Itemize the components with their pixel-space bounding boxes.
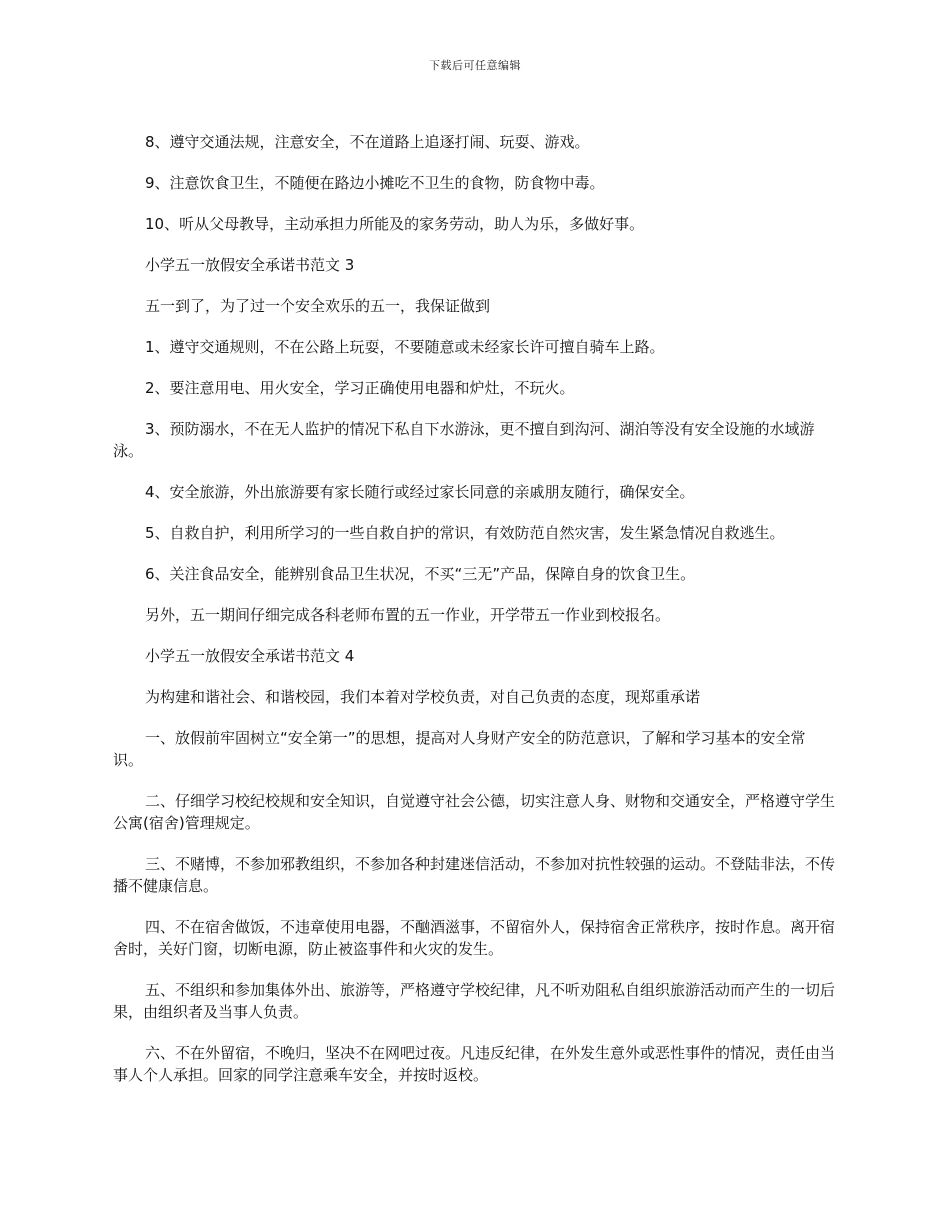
section-heading: 小学五一放假安全承诺书范文 4 bbox=[145, 647, 355, 665]
paragraph: 3、预防溺水，不在无人监护的情况下私自下水游泳，更不擅自到沟河、湖泊等没有安全设施的水域游泳。 bbox=[113, 420, 815, 460]
paragraph: 5、自救自护，利用所学习的一些自救自护的常识，有效防范自然灾害，发生紧急情况自救逃生。 bbox=[145, 524, 785, 542]
page-header: 下载后可任意编辑 bbox=[429, 59, 521, 72]
paragraph: 六、不在外留宿，不晚归，坚决不在网吧过夜。凡违反纪律，在外发生意外或恶性事件的情况，责任由当事人个人承担。回家的同学注意乘车安全，并按时返校。 bbox=[113, 1044, 836, 1084]
paragraph: 三、不赌博，不参加邪教组织，不参加各种封建迷信活动，不参加对抗性较强的运动。不登陆非法，不传播不健康信息。 bbox=[113, 855, 836, 895]
paragraph: 五一到了，为了过一个安全欢乐的五一，我保证做到 bbox=[145, 297, 491, 315]
paragraph: 9、注意饮食卫生，不随便在路边小摊吃不卫生的食物，防食物中毒。 bbox=[145, 174, 605, 192]
paragraph: 10、听从父母教导，主动承担力所能及的家务劳动，助人为乐，多做好事。 bbox=[145, 215, 645, 233]
paragraph: 二、仔细学习校纪校规和安全知识，自觉遵守社会公德，切实注意人身、财物和交通安全，严格遵守学生公寓(宿舍)管理规定。 bbox=[113, 792, 836, 832]
paragraph: 1、遵守交通规则，不在公路上玩耍，不要随意或未经家长许可擅自骑车上路。 bbox=[145, 338, 665, 356]
paragraph: 四、不在宿舍做饭，不违章使用电器，不酗酒滋事，不留宿外人，保持宿舍正常秩序，按时作息。离开宿舍时，关好门窗，切断电源，防止被盗事件和火灾的发生。 bbox=[113, 918, 836, 958]
paragraph: 另外，五一期间仔细完成各科老师布置的五一作业，开学带五一作业到校报名。 bbox=[145, 606, 671, 624]
document-body bbox=[113, 131, 835, 1105]
paragraph: 8、遵守交通法规，注意安全，不在道路上追逐打闹、玩耍、游戏。 bbox=[145, 133, 590, 151]
paragraph: 2、要注意用电、用火安全，学习正确使用电器和炉灶，不玩火。 bbox=[145, 379, 575, 397]
section-heading: 小学五一放假安全承诺书范文 3 bbox=[145, 256, 355, 274]
paragraph: 4、安全旅游，外出旅游要有家长随行或经过家长同意的亲戚朋友随行，确保安全。 bbox=[145, 483, 695, 501]
paragraph: 6、关注食品安全，能辨别食品卫生状况，不买“三无”产品，保障自身的饮食卫生。 bbox=[145, 565, 696, 583]
paragraph: 五、不组织和参加集体外出、旅游等，严格遵守学校纪律，凡不听劝阻私自组织旅游活动而产生的一切后果，由组织者及当事人负责。 bbox=[113, 981, 836, 1021]
paragraph: 为构建和谐社会、和谐校园，我们本着对学校负责，对自己负责的态度，现郑重承诺 bbox=[145, 688, 701, 706]
paragraph: 一、放假前牢固树立“安全第一”的思想，提高对人身财产安全的防范意识，了解和学习基本的安全常识。 bbox=[113, 729, 806, 769]
